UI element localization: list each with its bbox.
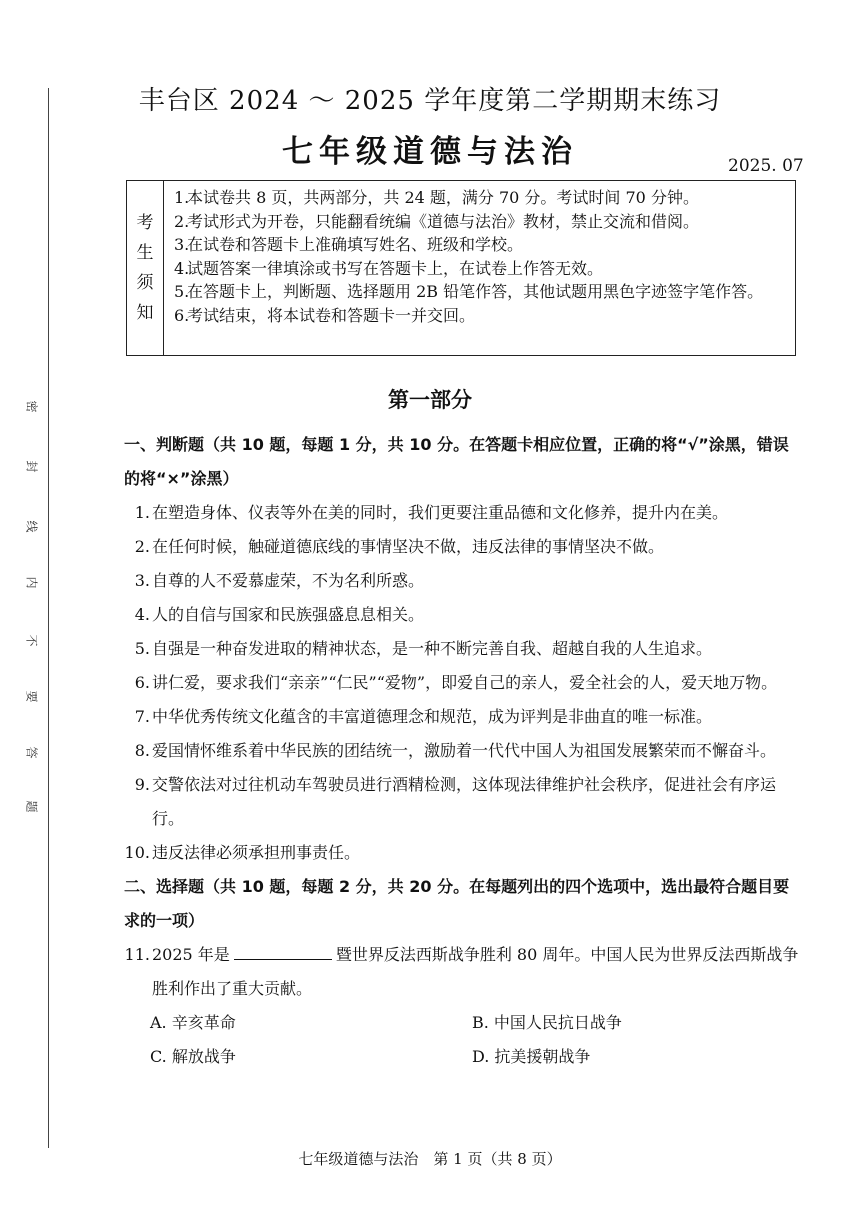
notice-item-number: 4. (174, 258, 190, 278)
page-footer: 七年级道德与法治 第 1 页（共 8 页） (298, 1150, 562, 1168)
question-item (124, 598, 800, 632)
binding-line (48, 88, 49, 1148)
notice-label (127, 181, 164, 355)
question-text: 人的自信与国家和民族强盛息息相关。 (152, 605, 425, 624)
question-text-before-blank: 2025 年是 (152, 945, 230, 964)
exam-title: 丰台区 2024 ～ 2025 学年度第二学期期末练习 (138, 86, 722, 116)
notice-item (174, 280, 787, 304)
question-number: 7. (134, 707, 150, 726)
question-item (124, 768, 800, 836)
question-number: 9. (134, 775, 150, 794)
notice-item-text: 试题答案一律填涂或书写在答题卡上，在试卷上作答无效。 (187, 258, 604, 278)
question-item (124, 666, 800, 700)
notice-item-text: 本试卷共 8 页，共两部分，共 24 题，满分 70 分。考试时间 70 分钟。 (187, 188, 699, 207)
question-text: 交警依法对过往机动车驾驶员进行酒精检测，这体现法律维护社会秩序，促进社会有序运行。 (152, 775, 777, 828)
binding-char: 不 (24, 634, 39, 647)
questions-area (124, 428, 800, 1074)
notice-item (174, 186, 787, 210)
section-heading-multiple-choice: 二、选择题（共 10 题，每题 2 分，共 20 分。在每题列出的四个选项中，选出最符合题目要求的一项） (124, 877, 790, 930)
notice-list (164, 181, 795, 355)
notice-item-text: 在答题卡上，判断题、选择题用 2B 铅笔作答，其他试题用黑色字迹签字笔作答。 (187, 282, 764, 301)
option-a: A. 辛亥革命 (150, 1013, 236, 1032)
question-text: 违反法律必须承担刑事责任。 (152, 843, 361, 862)
notice-box (126, 180, 796, 356)
notice-item-text: 考试结束，将本试卷和答题卡一并交回。 (187, 305, 476, 325)
fill-blank (234, 941, 332, 960)
option-d: D. 抗美援朝战争 (472, 1047, 591, 1066)
binding-char: 密 (24, 400, 39, 413)
exam-date: 2025. 07 (728, 156, 804, 176)
question-number: 11. (124, 945, 150, 964)
notice-label-char: 生 (136, 243, 154, 263)
question-item (124, 530, 800, 564)
notice-item-number: 2. (174, 211, 190, 231)
question-number: 10. (124, 843, 150, 862)
question-number: 4. (134, 605, 150, 624)
question-text: 中华优秀传统文化蕴含的丰富道德理念和规范，成为评判是非曲直的唯一标准。 (152, 707, 713, 726)
notice-item-number: 1. (174, 188, 190, 207)
question-text-after-blank: 暨世界反法西斯战争胜利 80 周年。中国人民为世界反法西斯战争胜利作出了重大贡献。 (152, 945, 799, 998)
binding-char: 答 (24, 746, 39, 759)
notice-item-number: 6. (174, 305, 190, 325)
question-item (124, 836, 800, 870)
notice-item (174, 210, 787, 234)
notice-item-number: 5. (174, 282, 190, 301)
question-text: 在塑造身体、仪表等外在美的同时，我们更要注重品德和文化修养，提升内在美。 (152, 503, 729, 522)
subject-title: 七年级道德与法治 (282, 134, 578, 170)
notice-item-text: 在试卷和答题卡上准确填写姓名、班级和学校。 (187, 235, 524, 254)
question-text: 自强是一种奋发进取的精神状态，是一种不断完善自我、超越自我的人生追求。 (152, 639, 713, 658)
question-text (152, 938, 800, 1006)
option-c: C. 解放战争 (150, 1047, 236, 1066)
question-text: 在任何时候，触碰道德底线的事情坚决不做，违反法律的事情坚决不做。 (152, 537, 665, 556)
answer-options (124, 1006, 800, 1074)
option-b: B. 中国人民抗日战争 (472, 1013, 622, 1032)
question-text: 讲仁爱，要求我们“亲亲”“仁民”“爱物”，即爱自己的亲人，爱全社会的人，爱天地万物。 (152, 673, 778, 692)
question-number: 1. (134, 503, 150, 522)
notice-label-char: 知 (136, 303, 154, 323)
section-heading-true-false: 一、判断题（共 10 题，每题 1 分，共 10 分。在答题卡相应位置，正确的将“√”涂黑，错误的将“×”涂黑） (124, 435, 789, 488)
question-item (124, 564, 800, 598)
question-item (124, 734, 800, 768)
binding-char: 内 (24, 576, 39, 589)
question-number: 2. (134, 537, 150, 556)
notice-item (174, 257, 787, 281)
question-text: 自尊的人不爱慕虚荣，不为名利所惑。 (152, 571, 425, 590)
binding-char: 要 (24, 690, 39, 703)
question-number: 6. (134, 673, 150, 692)
question-number: 8. (134, 741, 150, 760)
question-item (124, 938, 800, 1006)
notice-item-text: 考试形式为开卷，只能翻看统编《道德与法治》教材，禁止交流和借阅。 (187, 211, 700, 231)
notice-label-char: 须 (136, 273, 154, 293)
binding-char: 封 (24, 460, 39, 473)
question-item (124, 632, 800, 666)
notice-label-char: 考 (136, 213, 154, 233)
notice-item (174, 304, 787, 328)
question-item (124, 496, 800, 530)
part-title: 第一部分 (388, 388, 472, 412)
question-number: 3. (134, 571, 150, 590)
notice-item-number: 3. (174, 235, 190, 254)
question-number: 5. (134, 639, 150, 658)
notice-item (174, 233, 787, 257)
question-item (124, 700, 800, 734)
binding-char: 线 (24, 520, 39, 533)
question-text: 爱国情怀维系着中华民族的团结统一，激励着一代代中国人为祖国发展繁荣而不懈奋斗。 (152, 741, 777, 760)
binding-char: 题 (24, 800, 39, 813)
